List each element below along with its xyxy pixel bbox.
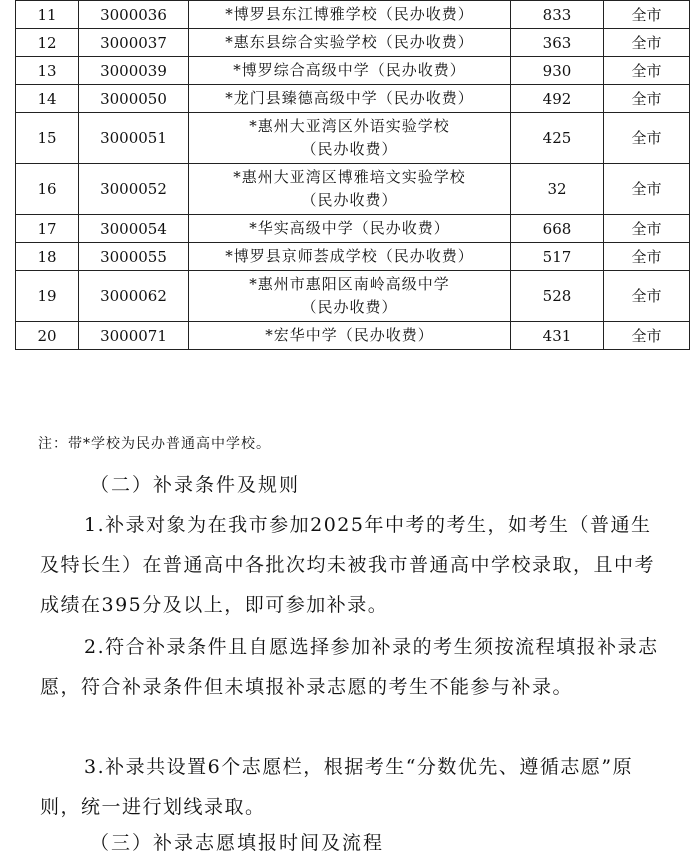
table-row	[16, 85, 690, 113]
plan-count-cell: 32	[511, 164, 604, 215]
admission-table-container	[15, 0, 684, 350]
table-row	[16, 243, 690, 271]
row-number-cell: 11	[16, 1, 79, 29]
school-name-cell	[189, 113, 511, 164]
paragraph-eligibility	[40, 505, 660, 625]
school-code-cell: 3000037	[79, 29, 189, 57]
table-row	[16, 215, 690, 243]
school-code-cell: 3000051	[79, 113, 189, 164]
school-name-line: *惠州市惠阳区南岭高级中学	[249, 275, 450, 293]
school-name-cell	[189, 57, 511, 85]
school-code-cell: 3000071	[79, 322, 189, 350]
plan-count-cell: 930	[511, 57, 604, 85]
enrollment-area-cell: 全市	[604, 113, 690, 164]
table-row	[16, 57, 690, 85]
row-number-cell: 16	[16, 164, 79, 215]
school-name-cell	[189, 1, 511, 29]
plan-count-cell: 528	[511, 271, 604, 322]
admission-table	[15, 0, 690, 350]
school-name-line: *博罗县东江博雅学校（民办收费）	[225, 5, 474, 23]
enrollment-area-cell: 全市	[604, 1, 690, 29]
school-name-line: （民办收费）	[301, 191, 398, 209]
enrollment-area-cell: 全市	[604, 215, 690, 243]
row-number-cell: 13	[16, 57, 79, 85]
school-code-cell: 3000055	[79, 243, 189, 271]
plan-count-cell: 833	[511, 1, 604, 29]
school-name-line: *惠州大亚湾区博雅培文实验学校	[233, 168, 466, 186]
enrollment-area-cell: 全市	[604, 164, 690, 215]
school-name-line: *博罗综合高级中学（民办收费）	[233, 61, 466, 79]
school-name-line: *龙门县臻德高级中学（民办收费）	[225, 89, 474, 107]
paragraph-eligibility-text: 1.补录对象为在我市参加2025年中考的考生，如考生（普通生及特长生）在普通高中各批次均未被我市普通高中学校录取，且中考成绩在395分及以上，即可参加补录。	[40, 514, 656, 616]
table-footnote: 注：带*学校为民办普通高中学校。	[38, 436, 271, 452]
enrollment-area-cell: 全市	[604, 243, 690, 271]
school-code-cell: 3000036	[79, 1, 189, 29]
paragraph-rules	[40, 747, 660, 827]
row-number-cell: 20	[16, 322, 79, 350]
table-row	[16, 164, 690, 215]
section-heading-conditions: （二）补录条件及规则	[90, 474, 301, 496]
school-name-line: *宏华中学（民办收费）	[265, 326, 434, 344]
plan-count-cell: 431	[511, 322, 604, 350]
school-name-cell	[189, 271, 511, 322]
school-name-cell	[189, 29, 511, 57]
enrollment-area-cell: 全市	[604, 57, 690, 85]
school-name-line: *惠州大亚湾区外语实验学校	[249, 117, 450, 135]
school-name-cell	[189, 322, 511, 350]
school-code-cell: 3000062	[79, 271, 189, 322]
table-row	[16, 29, 690, 57]
enrollment-area-cell: 全市	[604, 29, 690, 57]
plan-count-cell: 668	[511, 215, 604, 243]
school-name-line: （民办收费）	[301, 140, 398, 158]
school-code-cell: 3000050	[79, 85, 189, 113]
plan-count-cell: 517	[511, 243, 604, 271]
school-code-cell: 3000052	[79, 164, 189, 215]
section-heading-procedure: （三）补录志愿填报时间及流程	[90, 832, 385, 854]
table-row	[16, 271, 690, 322]
row-number-cell: 18	[16, 243, 79, 271]
school-name-cell	[189, 164, 511, 215]
school-name-cell	[189, 85, 511, 113]
school-code-cell: 3000039	[79, 57, 189, 85]
school-name-line: （民办收费）	[301, 298, 398, 316]
plan-count-cell: 363	[511, 29, 604, 57]
plan-count-cell: 425	[511, 113, 604, 164]
table-body	[16, 1, 690, 350]
paragraph-registration	[40, 627, 660, 707]
row-number-cell: 15	[16, 113, 79, 164]
table-row	[16, 113, 690, 164]
enrollment-area-cell: 全市	[604, 322, 690, 350]
paragraph-registration-text: 2.符合补录条件且自愿选择参加补录的考生须按流程填报补录志愿，符合补录条件但未填报补录志愿的考生不能参与补录。	[40, 636, 659, 698]
table-row	[16, 1, 690, 29]
plan-count-cell: 492	[511, 85, 604, 113]
enrollment-area-cell: 全市	[604, 271, 690, 322]
row-number-cell: 17	[16, 215, 79, 243]
row-number-cell: 14	[16, 85, 79, 113]
school-name-cell	[189, 243, 511, 271]
paragraph-rules-text: 3.补录共设置6个志愿栏，根据考生“分数优先、遵循志愿”原则，统一进行划线录取。	[40, 756, 634, 818]
school-name-line: *惠东县综合实验学校（民办收费）	[225, 33, 474, 51]
table-row	[16, 322, 690, 350]
school-name-cell	[189, 215, 511, 243]
school-name-line: *华实高级中学（民办收费）	[249, 219, 450, 237]
school-name-line: *博罗县京师荟成学校（民办收费）	[225, 247, 474, 265]
row-number-cell: 19	[16, 271, 79, 322]
row-number-cell: 12	[16, 29, 79, 57]
school-code-cell: 3000054	[79, 215, 189, 243]
enrollment-area-cell: 全市	[604, 85, 690, 113]
